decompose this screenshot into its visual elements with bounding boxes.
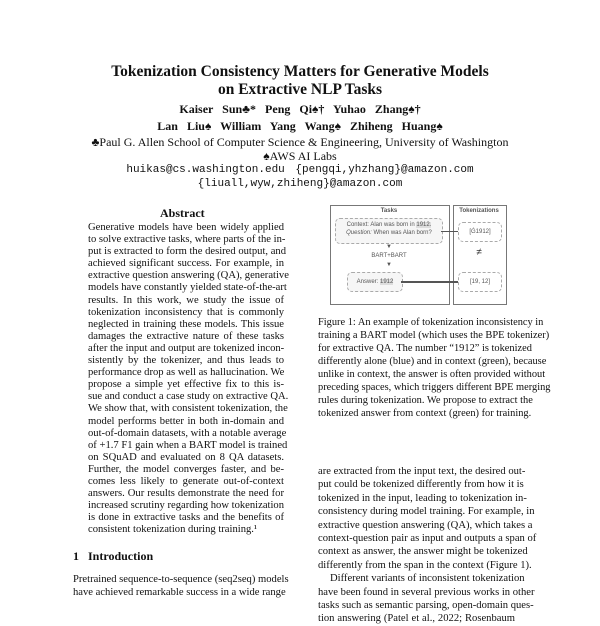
text-line: differently from the span in the context (Figure 1). xyxy=(318,559,532,571)
text-line: performance drop as well as hallucination. We xyxy=(88,367,285,379)
text-line: for extractive QA. The number “1912” is tokenized xyxy=(318,343,532,354)
text-line: propose a simple yet effective fix to this is- xyxy=(88,379,284,391)
text-line: Different variants of inconsistent tokenization xyxy=(330,573,525,585)
text-line: Further, the model converges faster, and be- xyxy=(88,463,284,475)
section-title: Introduction xyxy=(88,549,154,563)
section-number: 1 xyxy=(73,549,79,563)
text-line: results. In this work, we study the issue of xyxy=(88,294,284,306)
text-line: sistently by the tokenizer, and thus leads to xyxy=(88,355,284,367)
text-line: damages the extractive nature of these tasks xyxy=(88,330,284,342)
text-line: comes less likely to generate out-of-context xyxy=(88,475,284,487)
text-line: tion answering (Patel et al., 2022; Rosenbaum xyxy=(318,613,515,625)
text-line: consistent tokenization during training.¹ xyxy=(88,524,258,536)
text-line: training a BART model (which uses the BPE tokenizer) xyxy=(318,330,550,341)
text-line: extractive question answering (QA), generative xyxy=(88,270,289,282)
paper-title-line-2: on Extractive NLP Tasks xyxy=(217,81,383,98)
text-line: are extracted from the input text, the desired out- xyxy=(318,466,526,477)
figure-caption xyxy=(318,316,551,420)
emails-line-1: huikas@cs.washington.edu {pengqi,yhzhang}@amazon.com xyxy=(126,164,474,176)
text-line: differently alone (blue) and in context (green), because xyxy=(318,356,547,367)
text-line: sue and conduct a case study on extractive QA. xyxy=(88,391,289,403)
text-line: put is extracted to form the desired output, and xyxy=(88,246,286,258)
intro-heading xyxy=(73,549,153,563)
tasks-label: Tasks xyxy=(380,208,398,214)
question-label: Question: xyxy=(346,230,372,236)
text-line: unlike in context, the answer is often provided without xyxy=(318,369,546,380)
connector-line xyxy=(401,281,458,283)
text-line: tokenized in the input, leading to tokenization in- xyxy=(318,492,527,504)
text-line: achieved significant success. For example, in xyxy=(88,258,284,270)
arrow-down-icon: ▼ xyxy=(386,262,392,268)
text-line: tokenization inconsistency that is commonly xyxy=(88,306,284,318)
token-answer-box: [19, 12] xyxy=(458,272,502,292)
affiliation-aws: ♠AWS AI Labs xyxy=(263,149,337,163)
text-line: context as answer, the answer might be tokenized xyxy=(318,546,528,558)
text-line: put could be tokenized differently from how it is xyxy=(318,479,524,491)
context-text: Alan was born in xyxy=(370,222,415,228)
text-line: out-of-domain datasets, with a notable average xyxy=(88,427,287,439)
abstract-body xyxy=(88,222,289,536)
context-number: 1912. xyxy=(416,222,432,228)
text-line: We show that, with consistent tokenization, the xyxy=(88,403,288,415)
authors-line-2: Lan Liu♠ William Yang Wang♠ Zhiheng Huang♠ xyxy=(157,119,443,133)
not-equal-icon: ≠ xyxy=(476,247,482,258)
text-line: of +1.7 F1 gain when a BART model is trained xyxy=(88,439,288,451)
emails-line-2: {liuall,wyw,zhiheng}@amazon.com xyxy=(197,178,403,190)
text-line: tokenized answer from context (green) for training. xyxy=(318,408,532,419)
answer-box xyxy=(347,272,403,292)
text-line: rules during tokenization. We propose to extract the xyxy=(318,395,533,406)
context-label: Context: xyxy=(346,222,369,228)
text-line: after the input and output are tokenized incon- xyxy=(88,342,285,354)
text-line: on SQuAD and evaluated on 8 QA datasets. xyxy=(88,451,284,463)
authors-line-1: Kaiser Sun♣* Peng Qi♠† Yuhao Zhang♠† xyxy=(179,102,421,116)
text-line: is done in extractive tasks and the benefits of xyxy=(88,512,284,524)
model-label: BART+BART xyxy=(371,253,407,259)
text-line: tasks such as semantic parsing, open-domain ques- xyxy=(318,599,534,611)
text-line: to solve extractive tasks, where parts of the in- xyxy=(88,234,286,246)
token-context-box: [Ġ1912] xyxy=(458,222,502,242)
text-line: consistency during model training. For example, in xyxy=(318,506,535,518)
intro-body xyxy=(73,573,289,600)
tokenizations-label: Tokenizations xyxy=(459,208,499,214)
text-line: preceding spaces, which triggers different BPE merging xyxy=(318,382,551,393)
connector-line xyxy=(441,231,458,232)
answer-number: 1912 xyxy=(380,279,394,285)
context-question-box xyxy=(335,218,443,244)
answer-label: Answer: xyxy=(356,279,379,285)
text-line: increased scrutiny regarding how tokenization xyxy=(88,500,284,512)
figure-1 xyxy=(330,205,506,305)
text-line: Generative models have been widely applied xyxy=(88,222,284,233)
arrow-down-icon: ▼ xyxy=(386,244,392,250)
paper-title-line-1: Tokenization Consistency Matters for Generative Models xyxy=(111,63,489,80)
text-line: models have constantly yielded state-of-the-art xyxy=(88,282,287,294)
text-line: extractive question answering (QA), which takes a xyxy=(318,519,533,531)
text-line: model performs better in both in-domain and xyxy=(88,415,284,427)
affiliation-uw: ♣Paul G. Allen School of Computer Science & Engineering, University of Washington xyxy=(91,135,509,149)
text-line: Pretrained sequence-to-sequence (seq2seq) models xyxy=(73,574,289,585)
text-line: answers. Our results demonstrate the need for xyxy=(88,488,284,500)
text-line: context-question pair as input and outputs a span of xyxy=(318,532,537,544)
text-line: Figure 1: An example of tokenization inconsistency in xyxy=(318,317,544,328)
text-line: neglected in training these models. This issue xyxy=(88,318,284,330)
text-line: have achieved remarkable success in a wide range xyxy=(73,587,286,599)
right-column-body xyxy=(318,465,537,626)
text-line: have been found in several previous works in other xyxy=(318,586,535,598)
question-text: When was Alan born? xyxy=(373,230,432,236)
abstract-heading: Abstract xyxy=(160,206,205,220)
